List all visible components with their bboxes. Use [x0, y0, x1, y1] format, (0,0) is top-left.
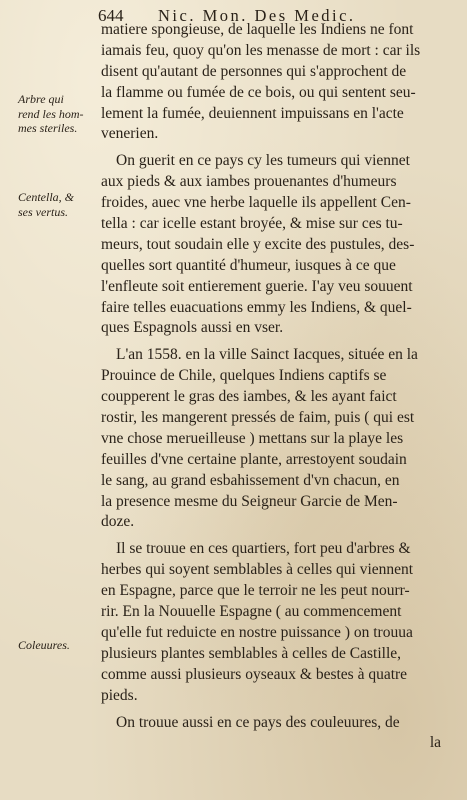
text-line: froides, auec vne herbe laquelle ils appellent Cen- [101, 194, 411, 212]
text-line: coupperent le gras des iambes, & les ayant faict [101, 388, 397, 406]
body-text [101, 20, 451, 754]
margin-note-line: ses vertus. [18, 204, 68, 219]
text-line: plusieurs plantes semblables à celles de Castille, [101, 644, 402, 662]
margin-note-arbre [18, 92, 100, 136]
paragraph-2 [101, 151, 451, 339]
text-line: rir. En la Nouuelle Espagne ( au commencement [101, 603, 402, 621]
text-line: lement la fumée, deuiennent impuissans en l'acte [101, 104, 404, 122]
text-line: disent qu'autant de personnes qui s'approchent de [101, 62, 407, 80]
text-line: l'enfleute soit entierement guerie. I'ay veu souuent [101, 277, 413, 295]
text-line: quelles sort quantité d'humeur, iusques à ce que [101, 256, 396, 274]
text-line: feuilles d'vne certaine plante, arrestoyent soudain [101, 450, 407, 468]
running-head-title: Nic. Mon. Des Medic. [158, 6, 356, 25]
text-line: ques Espagnols aussi en vser. [101, 319, 284, 337]
text-line: faire telles euacuations emmy les Indiens, & quel- [101, 298, 412, 316]
text-line: Il se trouue en ces quartiers, fort peu d'arbres & [116, 540, 411, 558]
text-line: aux pieds & aux iambes prouenantes d'humeurs [101, 173, 397, 191]
margin-note-line: Coleuures. [18, 638, 70, 652]
text-line: tella : car icelle estant broyée, & mise sur ces tu- [101, 215, 403, 233]
text-line: en Espagne, parce que le terroir ne les peut nourr- [101, 582, 410, 600]
margin-note-line: mes steriles. [18, 121, 78, 135]
text-line: le sang, au grand esbahissement d'vn chacun, en [101, 471, 400, 489]
text-line: iamais feu, quoy qu'on les menasse de mort : car ils [101, 41, 421, 59]
text-line: matiere spongieuse, de laquelle les Indiens ne font [101, 21, 414, 38]
text-line: doze. [101, 513, 135, 531]
margin-note-line: Centella, & [18, 190, 74, 204]
text-line: la presence mesme du Seigneur Garcie de Men- [101, 492, 398, 510]
text-line: On trouue aussi en ce pays des couleuures, de [116, 713, 400, 731]
page-number: 644 [98, 6, 124, 25]
text-line: herbes qui soyent semblables à celles qui viennent [101, 561, 414, 579]
margin-note-line: rend les hom- [18, 106, 84, 121]
paragraph-3 [101, 345, 451, 533]
margin-note-centella [18, 190, 100, 219]
text-line: meurs, tout soudain elle y excite des pustules, des- [101, 235, 415, 253]
paragraph-4 [101, 539, 451, 706]
text-line: comme aussi plusieurs oyseaux & bestes à quatre [101, 665, 408, 683]
text-line: L'an 1558. en la ville Sainct Iacques, située en la [116, 346, 418, 364]
text-line: qu'elle fut reduicte en nostre puissance ) on trouua [101, 623, 413, 641]
text-line: vne chose merueilleuse ) mettans sur la playe les [101, 429, 404, 447]
paragraph-1 [101, 20, 451, 145]
text-line: rostir, les mangerent pressés de faim, puis ( qui est [101, 409, 415, 427]
text-line: Prouince de Chile, quelques Indiens captifs se [101, 367, 387, 385]
text-line: On guerit en ce pays cy les tumeurs qui viennet [116, 152, 410, 170]
text-line: venerien. [101, 125, 159, 143]
text-line: pieds. [101, 686, 138, 704]
margin-note-line: Arbre qui [18, 92, 64, 106]
margin-note-couleuures [18, 638, 100, 653]
text-line: la flamme ou fumée de ce bois, ou qui sentent seu- [101, 83, 416, 101]
catchword: la [429, 734, 441, 752]
paragraph-5 [101, 713, 451, 755]
